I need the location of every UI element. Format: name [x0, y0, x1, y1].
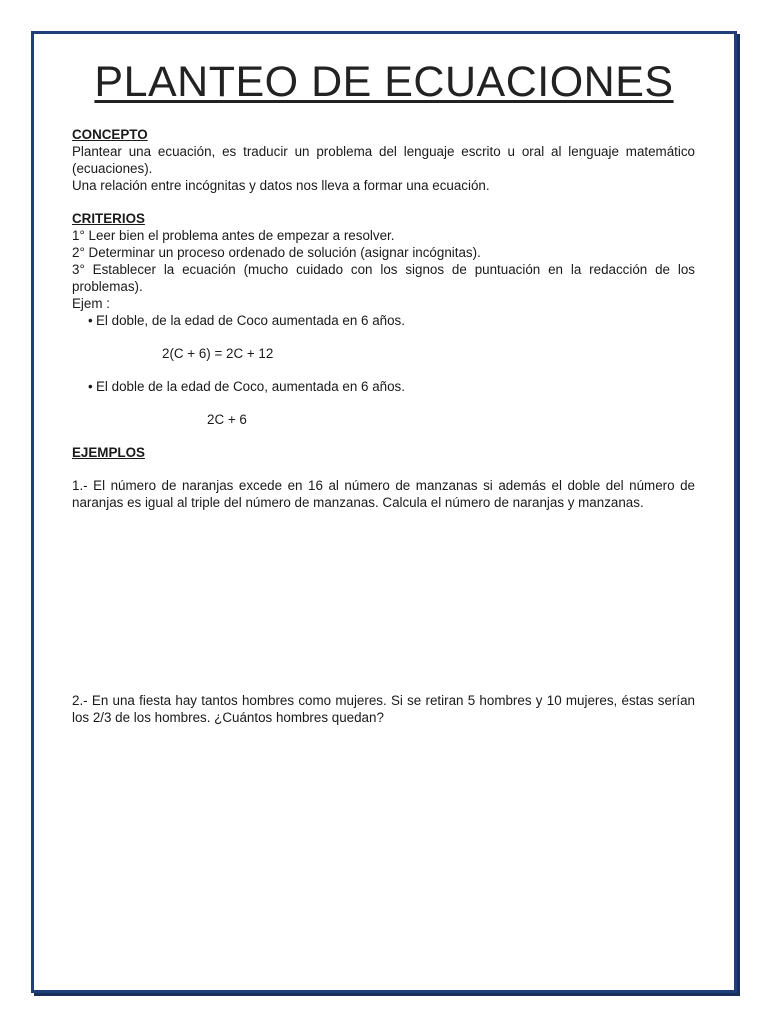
- criterios-heading: CRITERIOS: [72, 211, 145, 226]
- bullet-icon: •: [88, 379, 93, 394]
- page-title: PLANTEO DE ECUACIONES: [94, 58, 674, 106]
- example-equation-1: 2(C + 6) = 2C + 12: [162, 346, 274, 361]
- concepto-paragraph-1: Plantear una ecuación, es traducir un problema del lenguaje escrito u oral al lenguaje matemático (ecuaciones).: [72, 144, 695, 176]
- criterios-section: [72, 210, 695, 428]
- problem-1: 1.- El número de naranjas excede en 16 al número de manzanas si además el doble del número de naranjas es igual al triple del número de manzanas. Calcula el número de naranjas y manzanas.: [72, 478, 695, 510]
- concepto-section: [72, 126, 695, 194]
- example-bullet-1: [88, 312, 695, 329]
- criterio-item-3: 3° Establecer la ecuación (mucho cuidado con los signos de puntuación en la redacción de los problemas).: [72, 262, 695, 294]
- criterio-item-1: 1° Leer bien el problema antes de empezar a resolver.: [72, 228, 395, 243]
- example-equation-2: 2C + 6: [207, 412, 247, 427]
- example-text-1: El doble, de la edad de Coco aumentada en 6 años.: [96, 313, 405, 328]
- concepto-heading: CONCEPTO: [72, 127, 148, 142]
- criterio-item-2: 2° Determinar un proceso ordenado de solución (asignar incógnitas).: [72, 245, 481, 260]
- example-bullet-2: [88, 378, 695, 395]
- bullet-icon: •: [88, 313, 93, 328]
- ejem-label: Ejem :: [72, 296, 110, 311]
- problem-2: 2.- En una fiesta hay tantos hombres como mujeres. Si se retiran 5 hombres y 10 mujeres, éstas serían los 2/3 de los hombres. ¿Cuántos hombres quedan?: [72, 693, 695, 725]
- example-text-2: El doble de la edad de Coco, aumentada en 6 años.: [96, 379, 405, 394]
- page-frame: [31, 31, 737, 993]
- concepto-paragraph-2: Una relación entre incógnitas y datos nos lleva a formar una ecuación.: [72, 178, 490, 193]
- page-content: [72, 126, 695, 726]
- ejemplos-section: [72, 444, 695, 726]
- ejemplos-heading: EJEMPLOS: [72, 445, 145, 460]
